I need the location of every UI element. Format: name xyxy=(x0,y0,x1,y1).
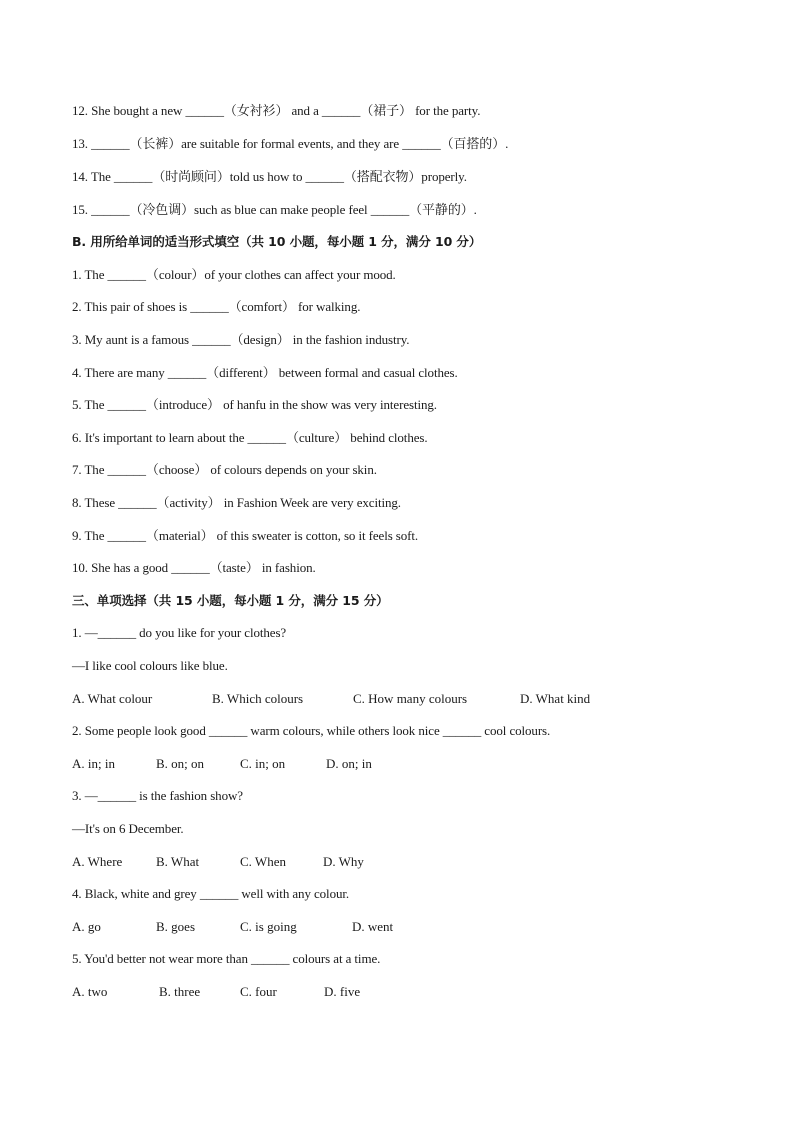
word-form-item-6: 6. It's important to learn about the ______（culture） behind clothes. xyxy=(72,430,428,445)
mc-q5-stem: 5. You'd better not wear more than ______ colours at a time. xyxy=(72,951,381,966)
mc-q3-option-b[interactable]: B. What xyxy=(156,854,200,869)
mc-q1-option-b[interactable]: B. Which colours xyxy=(212,691,304,706)
mc-q4-option-b[interactable]: B. goes xyxy=(156,919,195,934)
mc-q3-option-c[interactable]: C. When xyxy=(240,854,286,869)
word-form-item-7: 7. The ______（choose） of colours depends on your skin. xyxy=(72,462,377,477)
word-form-item-1: 1. The ______（colour）of your clothes can affect your mood. xyxy=(72,267,396,282)
mc-q1-option-c[interactable]: C. How many colours xyxy=(353,691,468,706)
word-form-item-5: 5. The ______（introduce） of hanfu in the show was very interesting. xyxy=(72,397,437,412)
mc-q1-option-d[interactable]: D. What kind xyxy=(520,691,591,706)
mc-q5-option-b[interactable]: B. three xyxy=(159,984,201,999)
word-form-item-10: 10. She has a good ______（taste） in fashion. xyxy=(72,560,316,575)
word-form-item-3: 3. My aunt is a famous ______（design） in the fashion industry. xyxy=(72,332,410,347)
mc-q3-option-d[interactable]: D. Why xyxy=(323,854,364,869)
fill-item-13: 13. ______（长裤）are suitable for formal events, and they are ______（百搭的）. xyxy=(72,136,509,151)
mc-q2-option-c[interactable]: C. in; on xyxy=(240,756,286,771)
mc-q5-option-d[interactable]: D. five xyxy=(324,984,361,999)
mc-q4-option-a[interactable]: A. go xyxy=(72,919,101,934)
section-3-heading: 三、单项选择（共 15 小题，每小题 1 分，满分 15 分） xyxy=(72,593,389,608)
mc-q2-stem: 2. Some people look good ______ warm colours, while others look nice ______ cool colours. xyxy=(72,723,551,738)
mc-q2-option-b[interactable]: B. on; on xyxy=(156,756,205,771)
section-b-heading: B. 用所给单词的适当形式填空（共 10 小题，每小题 1 分，满分 10 分） xyxy=(72,234,482,249)
word-form-item-4: 4. There are many ______（different） between formal and casual clothes. xyxy=(72,365,458,380)
mc-q4-stem: 4. Black, white and grey ______ well with any colour. xyxy=(72,886,350,901)
fill-item-12: 12. She bought a new ______（女衬衫） and a ______（裙子） for the party. xyxy=(72,103,481,118)
mc-q3-reply: —It's on 6 December. xyxy=(72,821,184,836)
mc-q1-option-a[interactable]: A. What colour xyxy=(72,691,153,706)
mc-q4-option-d[interactable]: D. went xyxy=(352,919,394,934)
mc-q4-option-c[interactable]: C. is going xyxy=(240,919,297,934)
word-form-item-9: 9. The ______（material） of this sweater is cotton, so it feels soft. xyxy=(72,528,419,543)
mc-q2-option-d[interactable]: D. on; in xyxy=(326,756,372,771)
fill-item-15: 15. ______（冷色调）such as blue can make people feel ______（平静的）. xyxy=(72,202,477,217)
mc-q1-stem: 1. —______ do you like for your clothes? xyxy=(72,625,287,640)
mc-q3-stem: 3. —______ is the fashion show? xyxy=(72,788,243,803)
word-form-item-2: 2. This pair of shoes is ______（comfort） for walking. xyxy=(72,299,361,314)
word-form-item-8: 8. These ______（activity） in Fashion Week are very exciting. xyxy=(72,495,401,510)
mc-q1-reply: —I like cool colours like blue. xyxy=(72,658,228,673)
mc-q2-option-a[interactable]: A. in; in xyxy=(72,756,115,771)
mc-q5-option-a[interactable]: A. two xyxy=(72,984,108,999)
fill-item-14: 14. The ______（时尚顾问）told us how to ______（搭配衣物）properly. xyxy=(72,169,467,184)
mc-q3-option-a[interactable]: A. Where xyxy=(72,854,123,869)
mc-q5-option-c[interactable]: C. four xyxy=(240,984,277,999)
